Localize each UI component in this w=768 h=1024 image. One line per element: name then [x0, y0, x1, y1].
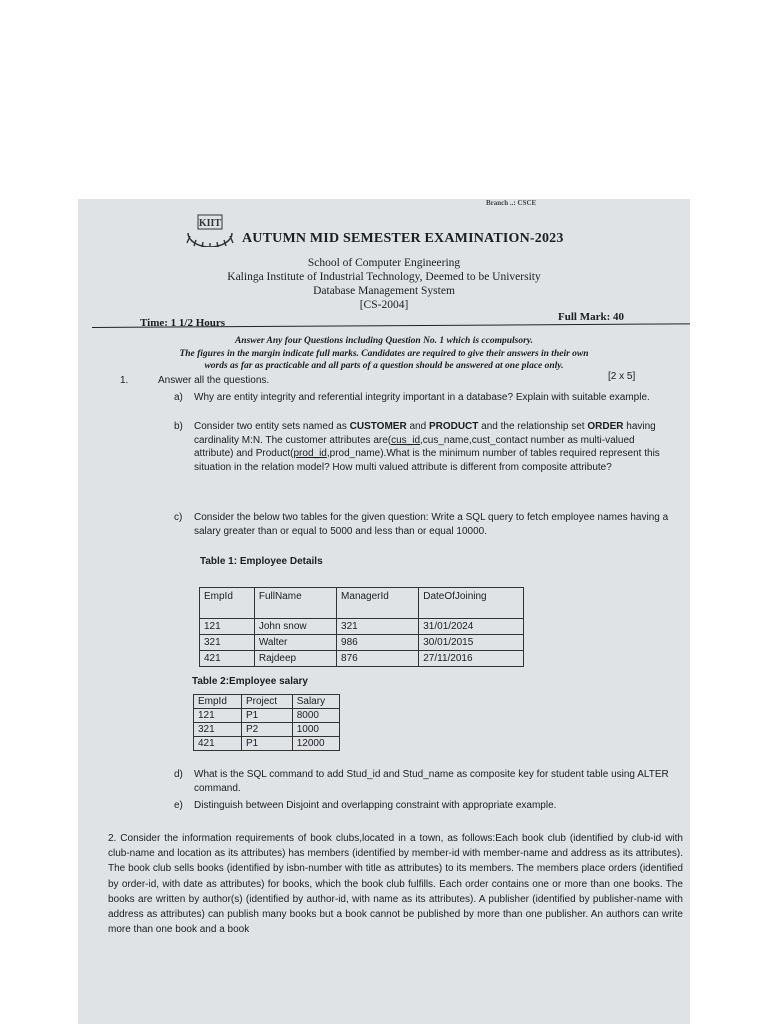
table-cell: John snow [254, 619, 336, 635]
table-cell: 121 [200, 619, 255, 635]
table-cell: 421 [200, 651, 255, 667]
table-cell: 121 [194, 709, 242, 723]
instruction-line-3: words as far as practicable and all parts of a question should be answered at one place only. [204, 361, 564, 371]
question-1a [174, 391, 674, 405]
table-cell: 421 [194, 737, 242, 751]
table-cell: Walter [254, 635, 336, 651]
table-row [200, 635, 524, 651]
question-1e-text: Distinguish between Disjoint and overlapping constraint with appropriate example. [194, 800, 557, 811]
school-name: School of Computer Engineering [307, 257, 461, 269]
employee-details-table [199, 587, 524, 667]
table-row [200, 651, 524, 667]
table-1-caption: Table 1: Employee Details [200, 556, 323, 567]
table-cell: 27/11/2016 [419, 651, 524, 667]
question-1a-text: Why are entity integrity and referential integrity important in a database? Explain with suitable example. [194, 392, 650, 403]
table-row [200, 619, 524, 635]
column-header: EmpId [194, 695, 242, 709]
table-cell: 321 [194, 723, 242, 737]
question-1d-text: What is the SQL command to add Stud_id and Stud_name as composite key for student table using ALTER command. [194, 769, 669, 794]
table-cell: 31/01/2024 [419, 619, 524, 635]
table-cell: P2 [241, 723, 292, 737]
subject-name: Database Management System [313, 285, 455, 297]
table-row [194, 737, 340, 751]
table-cell: 321 [200, 635, 255, 651]
exam-paper [78, 199, 690, 1024]
question-1c [174, 511, 674, 538]
column-header: FullName [254, 588, 336, 619]
table-cell: 8000 [292, 709, 339, 723]
question-2-text: 2. Consider the information requirements of book clubs,located in a town, as follows:Each book club (identified by club-id with club-name and location as its attributes) has members (identified by member-id with member-name and address as its attributes). The book club sells books (identified by isbn-number with title as attributes) to its members. The members place orders (identified by order-id, with date as attributes) for books, which the book club fulfills. Each order contains one or more than one books. The books are written by author(s) (identified by author-id, with name as its attributes). A publisher (identified by publisher-name with address as attributes) can publish many books but a book cannot be published by more than one publisher. An authors can write more than one book and a book [108, 833, 683, 936]
question-1b-label: b) [174, 421, 183, 432]
instruction-line-1: Answer Any four Questions including Question No. 1 which is ccompulsory. [234, 336, 534, 346]
kiit-logo-icon [184, 213, 236, 247]
question-1-number: 1. [120, 375, 129, 386]
question-1-marks: [2 x 5] [608, 371, 636, 382]
question-1a-label: a) [174, 392, 183, 403]
question-1c-label: c) [174, 512, 183, 523]
branch-label: Branch ..: CSCE [486, 199, 537, 207]
question-1e [174, 799, 674, 813]
column-header: DateOfJoining [419, 588, 524, 619]
question-1d-label: d) [174, 769, 183, 780]
table-row [194, 709, 340, 723]
column-header: Salary [292, 695, 339, 709]
question-1d [174, 768, 674, 795]
logo-text: KIIT [198, 218, 222, 229]
exam-title: AUTUMN MID SEMESTER EXAMINATION-2023 [242, 231, 564, 246]
relationship-order: ORDER [587, 421, 624, 432]
column-header: Project [241, 695, 292, 709]
table-cell: P1 [241, 737, 292, 751]
question-1-text: Answer all the questions. [158, 375, 270, 386]
table-header-row [194, 695, 340, 709]
question-1b-text: Consider two entity sets named as CUSTOMER and PRODUCT and the relationship set ORDER having cardinality M:N. The customer attributes are(cus_id,cus_name,cust_contact number as multi-valued attribute) and Product(prod_id,prod_name).What is the minimum number of tables required represent this situation in the relation model? How multi valued attribute is different from composite attribute? [194, 421, 660, 473]
column-header: EmpId [200, 588, 255, 619]
table-cell: 12000 [292, 737, 339, 751]
table-cell: 986 [337, 635, 419, 651]
question-1b [174, 420, 674, 474]
table-cell: 321 [337, 619, 419, 635]
entity-product: PRODUCT [428, 421, 479, 432]
table-2-caption: Table 2:Employee salary [192, 676, 308, 687]
instruction-line-2: The figures in the margin indicate full marks. Candidates are required to give their answers in their own [179, 349, 589, 359]
entity-customer: CUSTOMER [349, 421, 407, 432]
full-mark: Full Mark: 40 [558, 311, 624, 323]
table-row [194, 723, 340, 737]
employee-salary-table [193, 694, 340, 751]
table-cell: P1 [241, 709, 292, 723]
university-name: Kalinga Institute of Industrial Technology, Deemed to be University [227, 271, 541, 283]
prod-id-key: prod_id [293, 448, 327, 459]
table-header-row [200, 588, 524, 619]
exam-time: Time: 1 1/2 Hours [140, 317, 226, 329]
question-1c-text: Consider the below two tables for the given question: Write a SQL query to fetch employee names having a salary greater than or equal to 5000 and less than or equal 10000. [194, 512, 669, 537]
table-cell: Rajdeep [254, 651, 336, 667]
cus-id-key: cus_id [391, 434, 421, 446]
column-header: ManagerId [337, 588, 419, 619]
question-1e-label: e) [174, 800, 183, 811]
table-cell: 1000 [292, 723, 339, 737]
table-cell: 876 [337, 651, 419, 667]
table-cell: 30/01/2015 [419, 635, 524, 651]
subject-code: [CS-2004] [359, 299, 409, 311]
